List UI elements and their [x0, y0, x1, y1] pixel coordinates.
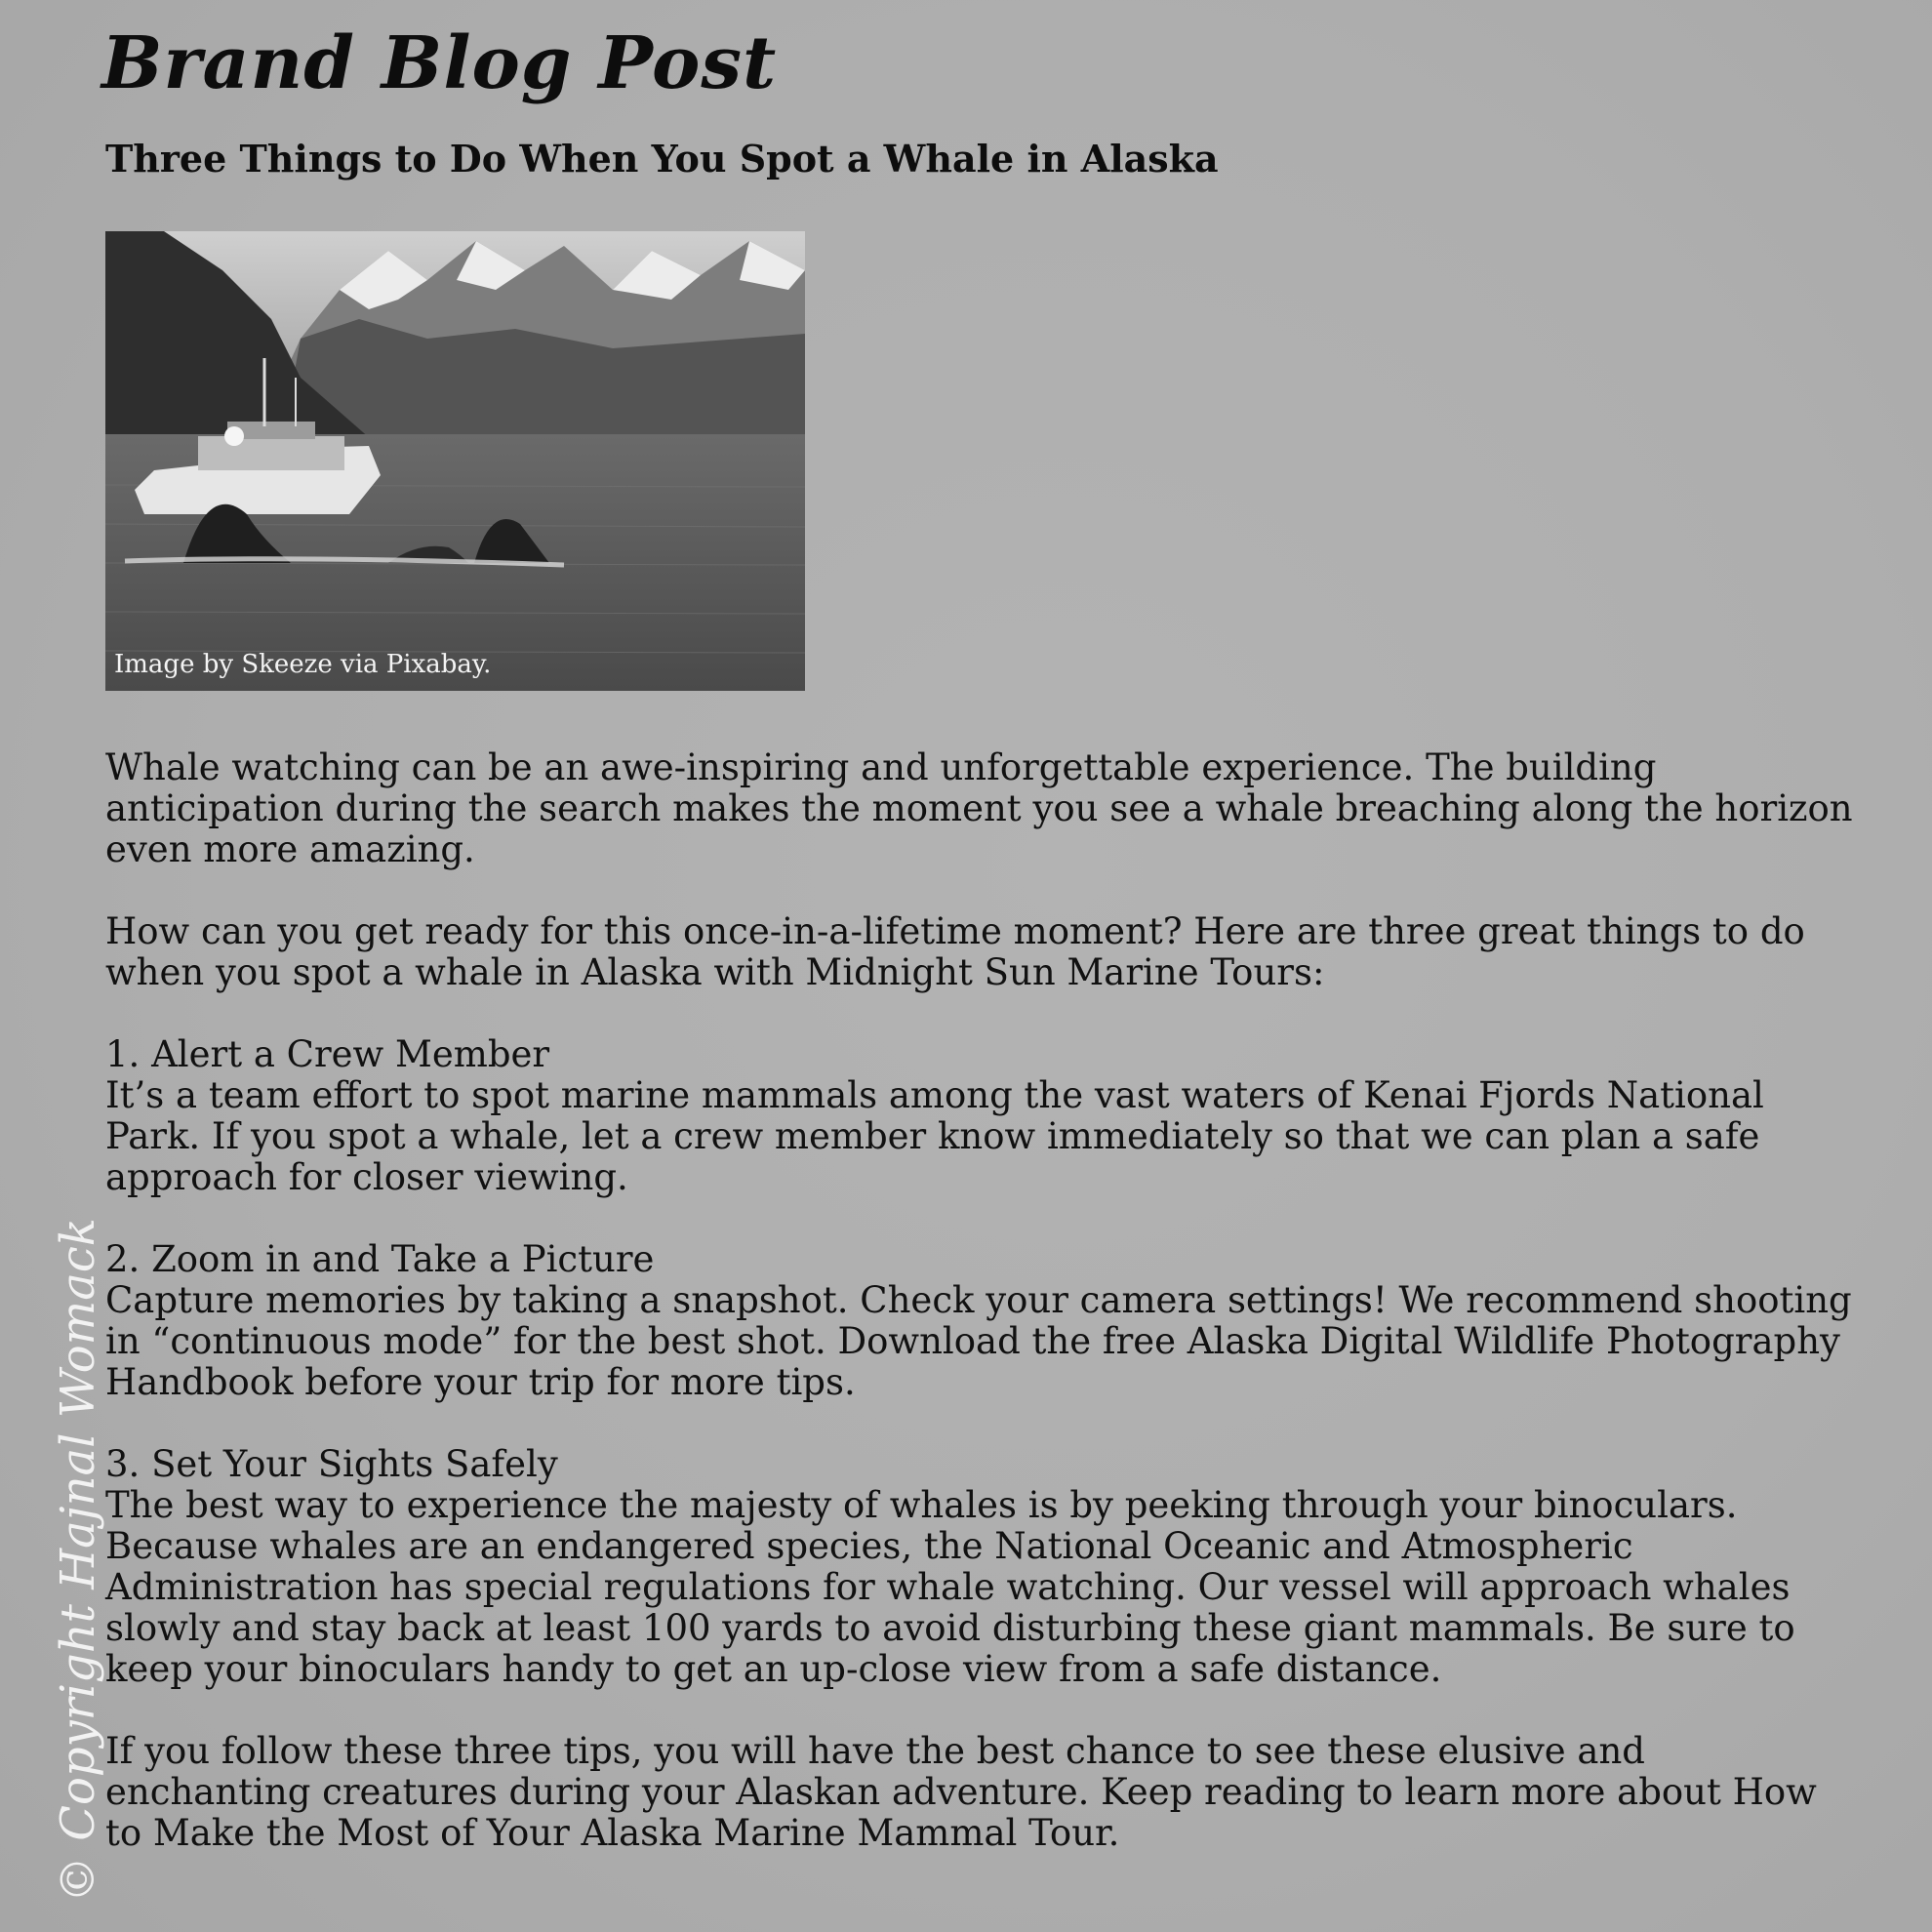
question-paragraph: How can you get ready for this once-in-a-lifetime moment? Here are three great things to do when you spot a whale in Alaska with Midnight Sun Marine Tours:	[105, 910, 1805, 993]
section-text: It’s a team effort to spot marine mammals among the vast waters of Kenai Fjords National Park. If you spot a whale, let a crew member know immediately so that we can plan a safe approach for closer viewing.	[105, 1074, 1764, 1198]
section-2	[105, 1239, 1862, 1403]
post-title: Three Things to Do When You Spot a Whale in Alaska	[105, 137, 1219, 181]
image-credit: Image by Skeeze via Pixabay.	[114, 650, 492, 679]
page-heading: Brand Blog Post	[101, 21, 778, 105]
section-text: The best way to experience the majesty of whales is by peeking through your binoculars. Because whales are an endangered species, the National Oceanic and Atmospheric Administration has special regulations for whale watching. Our vessel will approach whales slowly and stay back at least 100 yards to avoid disturbing these giant mammals. Be sure to keep your binoculars handy to get an up-close view from a safe distance.	[105, 1484, 1795, 1690]
hero-image	[105, 231, 805, 691]
section-1	[105, 1034, 1862, 1198]
section-heading: 1. Alert a Crew Member	[105, 1033, 550, 1075]
whale-photo	[105, 231, 805, 691]
intro-paragraph: Whale watching can be an awe-inspiring and unforgettable experience. The building anticipation during the search makes the moment you see a whale breaching along the horizon even more amazing.	[105, 746, 1853, 870]
section-heading: 2. Zoom in and Take a Picture	[105, 1238, 655, 1280]
section-heading: 3. Set Your Sights Safely	[105, 1443, 558, 1485]
article-body	[105, 747, 1862, 1895]
section-text: Capture memories by taking a snapshot. Check your camera settings! We recommend shooting in “continuous mode” for the best shot. Download the free Alaska Digital Wildlife Photography Handbook before your trip for more tips.	[105, 1279, 1852, 1403]
closing-paragraph: If you follow these three tips, you will have the best chance to see these elusive and enchanting creatures during your Alaskan adventure. Keep reading to learn more about How to Make the Most of Your Alaska Marine Mammal Tour.	[105, 1730, 1817, 1854]
section-3	[105, 1444, 1862, 1690]
copyright-watermark: © Copyright Hajnal Womack	[51, 1218, 105, 1903]
